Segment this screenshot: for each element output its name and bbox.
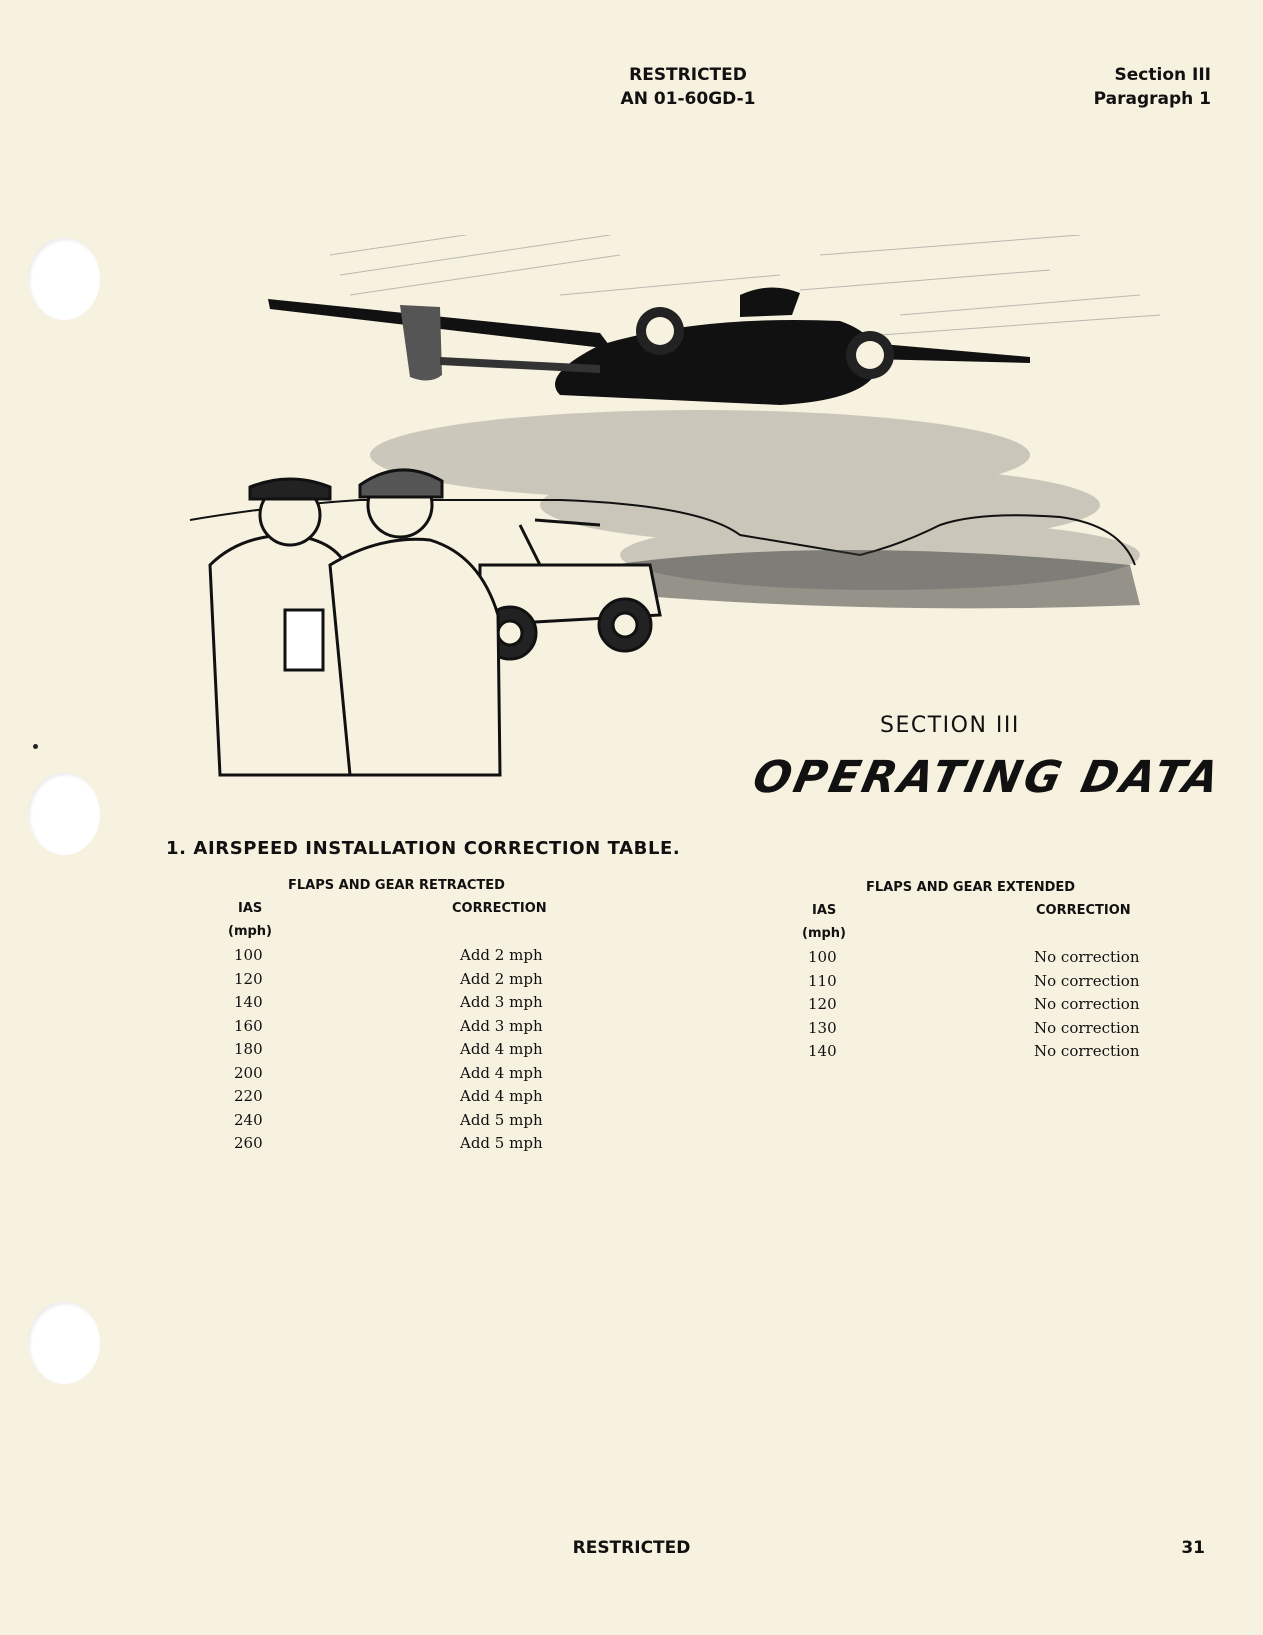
header-classification: RESTRICTED [629,65,747,85]
section-label: SECTION III [880,713,1020,738]
ias-value: 130 [808,1018,837,1037]
correction-value: Add 2 mph [460,969,543,988]
ias-value: 120 [234,969,263,988]
ias-value: 200 [234,1063,263,1082]
correction-value: Add 5 mph [460,1110,543,1129]
correction-value: No correction [1034,1042,1140,1060]
binder-hole-bottom [28,1302,100,1384]
table-retracted-title: FLAPS AND GEAR RETRACTED [288,878,505,893]
table-retracted-ias-header: IAS [238,901,263,916]
ias-value: 120 [808,995,837,1013]
page-speck [33,744,38,749]
correction-value: No correction [1034,971,1140,990]
binder-hole-top [28,238,100,320]
correction-value: Add 3 mph [460,1016,543,1035]
correction-value: Add 4 mph [460,1040,543,1058]
ias-value: 100 [234,946,263,964]
section-illustration [180,235,1190,795]
ias-value: 160 [234,1016,263,1035]
ias-value: 220 [234,1087,263,1105]
correction-value: No correction [1034,1018,1140,1037]
table-retracted [200,874,600,1174]
correction-value: No correction [1034,995,1140,1013]
ias-value: 140 [808,1042,837,1060]
correction-value: Add 4 mph [460,1087,543,1105]
ias-value: 180 [234,1040,263,1058]
paragraph-heading: 1. AIRSPEED INSTALLATION CORRECTION TABLE. [166,838,681,859]
header-right [1094,63,1211,111]
ias-value: 260 [234,1134,263,1152]
ias-value: 100 [808,948,837,966]
table-extended-title: FLAPS AND GEAR EXTENDED [866,880,1076,895]
ias-value: 140 [234,993,263,1011]
table-extended-correction-header: CORRECTION [1036,903,1131,918]
table-retracted-correction-header: CORRECTION [452,901,547,916]
table-extended-ias-header: IAS [812,903,837,918]
table-extended-ias-unit: (mph) [802,926,846,941]
table-retracted-ias-unit: (mph) [228,924,272,939]
header-center [588,63,788,111]
binder-hole-middle [28,773,100,855]
officers [210,470,500,775]
correction-value: Add 2 mph [460,946,543,964]
correction-value: Add 5 mph [460,1134,543,1152]
header-section-ref: Section III [1114,65,1211,85]
jeep [480,520,660,659]
header-doc-number: AN 01-60GD-1 [620,89,756,109]
footer-classification: RESTRICTED [572,1538,691,1558]
ias-value: 240 [234,1110,263,1129]
correction-value: Add 4 mph [460,1063,543,1082]
bomber-aircraft [268,287,1030,405]
section-title: OPERATING DATA [748,752,1227,803]
correction-value: Add 3 mph [460,993,543,1011]
correction-value: No correction [1034,948,1140,966]
ias-value: 110 [808,971,837,990]
page-number: 31 [1181,1538,1205,1558]
table-extended [790,876,1190,1076]
header-paragraph-ref: Paragraph 1 [1093,89,1211,109]
